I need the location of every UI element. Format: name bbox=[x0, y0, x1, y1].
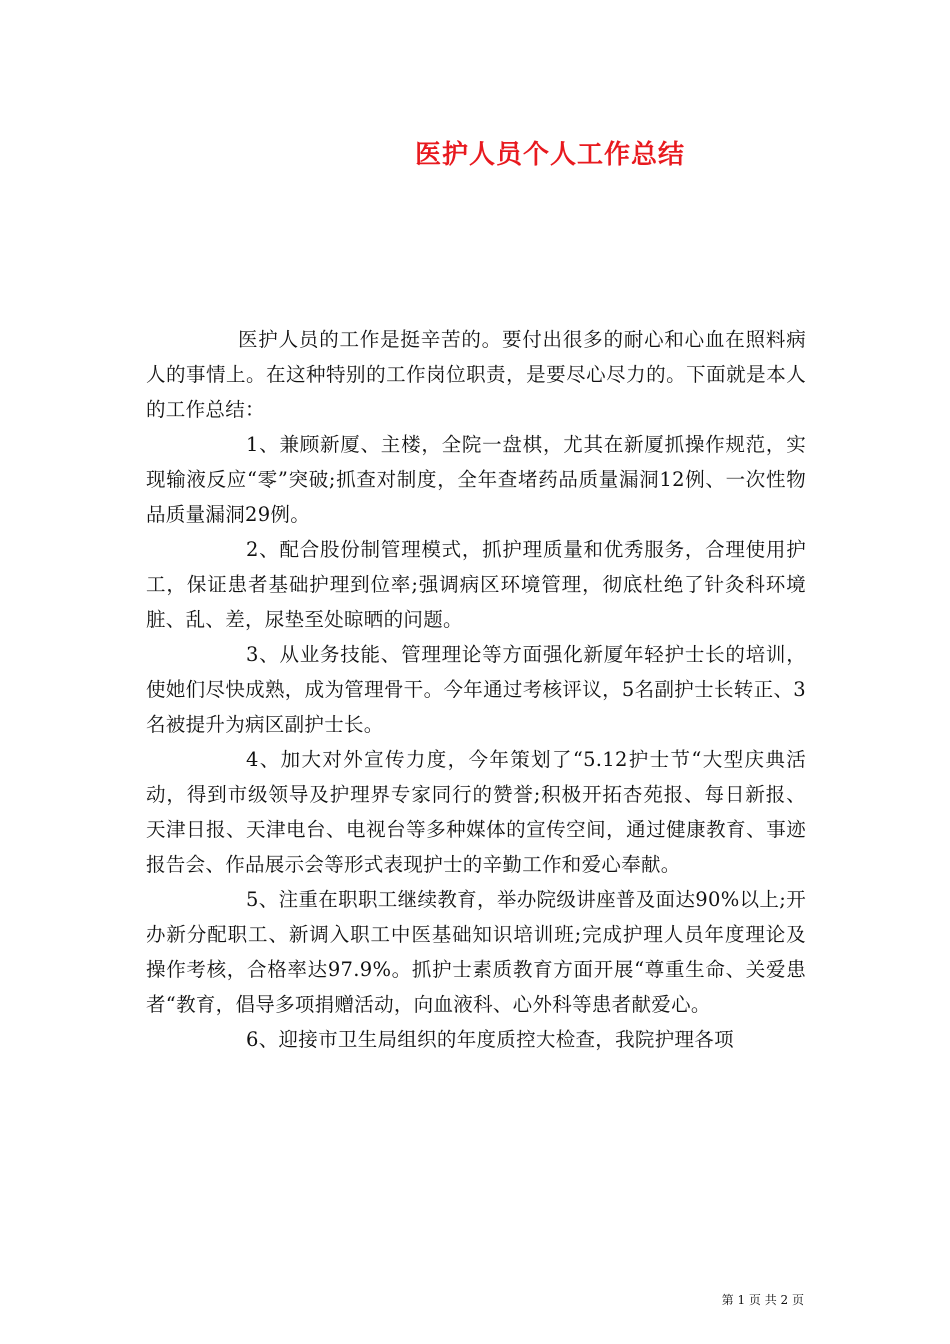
document-title: 医护人员个人工作总结 bbox=[414, 140, 685, 170]
document-body bbox=[146, 322, 806, 1057]
summary-item-1: 1、兼顾新厦、主楼，全院一盘棋，尤其在新厦抓操作规范，实现输液反应“零”突破;抓查对制度，全年查堵药品质量漏洞12例、一次性物品质量漏洞29例。 bbox=[146, 433, 806, 526]
summary-item-6: 6、迎接市卫生局组织的年度质控大检查，我院护理各项 bbox=[246, 1028, 734, 1051]
page-number-footer: 第 1 页 共 2 页 bbox=[721, 1293, 804, 1307]
summary-item-2: 2、配合股份制管理模式，抓护理质量和优秀服务，合理使用护工，保证患者基础护理到位率;强调病区环境管理，彻底杜绝了针灸科环境脏、乱、差，尿垫至处晾晒的问题。 bbox=[146, 538, 806, 631]
intro-paragraph: 医护人员的工作是挺辛苦的。要付出很多的耐心和心血在照料病人的事情上。在这种特别的工作岗位职责，是要尽心尽力的。下面就是本人的工作总结： bbox=[146, 328, 806, 421]
summary-item-3: 3、从业务技能、管理理论等方面强化新厦年轻护士长的培训，使她们尽快成熟，成为管理骨干。今年通过考核评议，5名副护士长转正、3名被提升为病区副护士长。 bbox=[146, 643, 806, 736]
summary-item-4: 4、加大对外宣传力度，今年策划了“5.12护士节“大型庆典活动，得到市级领导及护理界专家同行的赞誉;积极开拓杏苑报、每日新报、天津日报、天津电台、电视台等多种媒体的宣传空间，通过健康教育、事迹报告会、作品展示会等形式表现护士的辛勤工作和爱心奉献。 bbox=[146, 748, 806, 876]
summary-item-5: 5、注重在职职工继续教育，举办院级讲座普及面达90%以上;开办新分配职工、新调入职工中医基础知识培训班;完成护理人员年度理论及操作考核，合格率达97.9%。抓护士素质教育方面开展“尊重生命、关爱患者“教育，倡导多项捐赠活动，向血液科、心外科等患者献爱心。 bbox=[146, 888, 806, 1016]
